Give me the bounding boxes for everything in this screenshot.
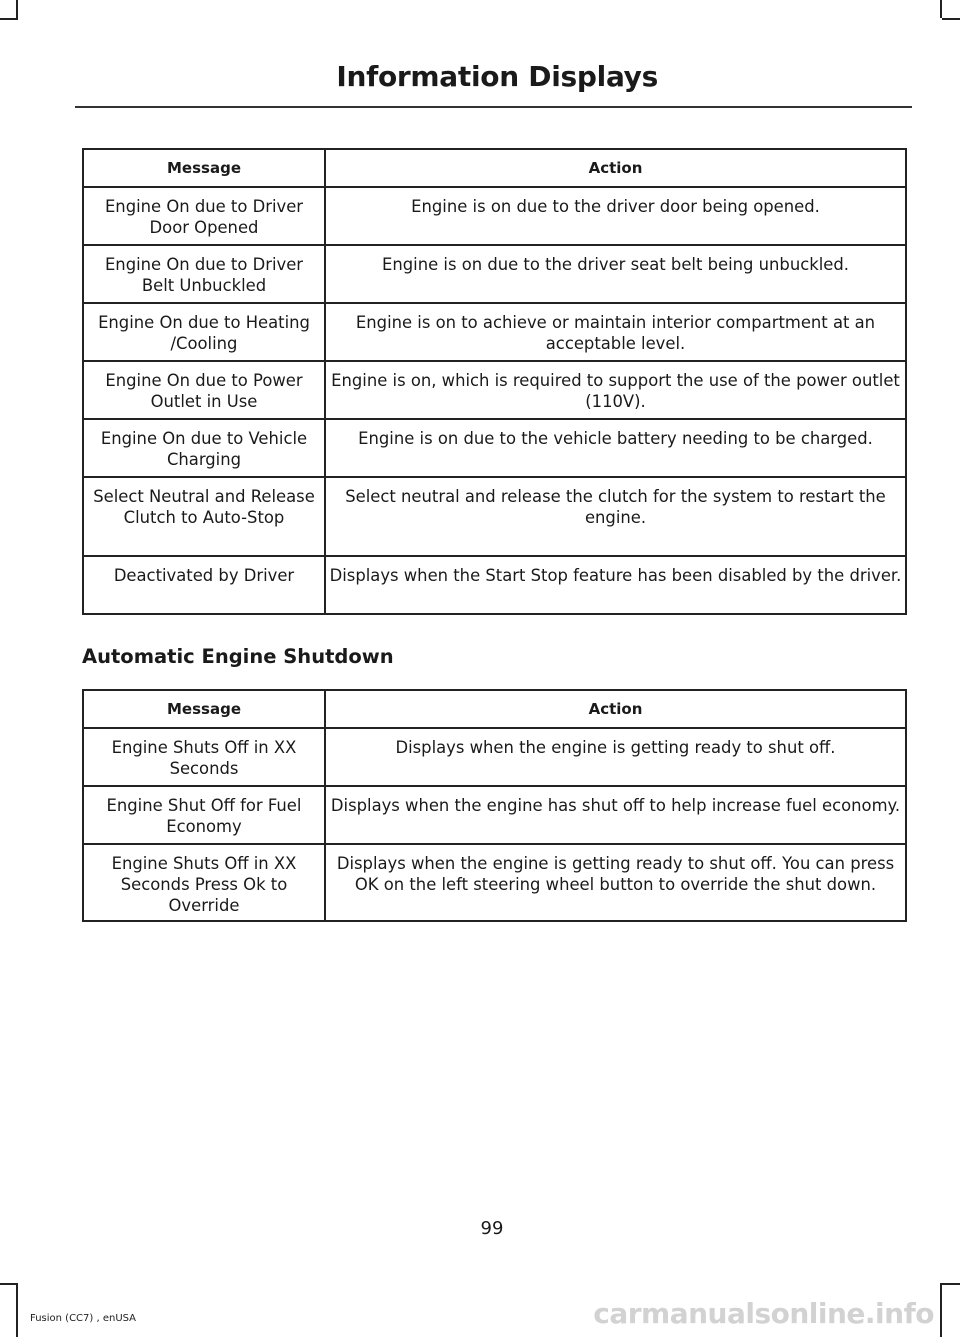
message-cell: Engine Shuts Off in XX Seconds Press Ok to Override: [83, 844, 325, 921]
action-cell: Displays when the engine is getting ready to shut off.: [325, 728, 906, 786]
crop-mark: [940, 0, 942, 18]
table-row: [83, 728, 906, 786]
column-header-message: Message: [83, 690, 325, 728]
table-row: [83, 245, 906, 303]
header-rule: [75, 106, 912, 108]
message-cell: Engine Shut Off for Fuel Economy: [83, 786, 325, 844]
crop-mark: [0, 1283, 18, 1285]
table-row: [83, 844, 906, 921]
table-row: [83, 477, 906, 556]
action-cell: Engine is on due to the driver seat belt being unbuckled.: [325, 245, 906, 303]
start-stop-message-table: [82, 148, 907, 615]
crop-mark: [942, 1283, 960, 1285]
message-cell: Engine Shuts Off in XX Seconds: [83, 728, 325, 786]
action-cell: Displays when the engine has shut off to help increase fuel economy.: [325, 786, 906, 844]
action-cell: Displays when the engine is getting ready to shut off. You can press OK on the left steering wheel button to override the shut down.: [325, 844, 906, 921]
action-cell: Engine is on, which is required to support the use of the power outlet (110V).: [325, 361, 906, 419]
table-row: [83, 556, 906, 614]
crop-mark: [940, 1283, 942, 1337]
message-cell: Select Neutral and Release Clutch to Auto-Stop: [83, 477, 325, 556]
engine-shutdown-message-table: [82, 689, 907, 922]
action-cell: Engine is on due to the vehicle battery needing to be charged.: [325, 419, 906, 477]
message-cell: Engine On due to Driver Belt Unbuckled: [83, 245, 325, 303]
action-cell: Engine is on due to the driver door being opened.: [325, 187, 906, 245]
action-cell: Displays when the Start Stop feature has been disabled by the driver.: [325, 556, 906, 614]
crop-mark: [0, 18, 18, 20]
crop-mark: [16, 1283, 18, 1337]
message-cell: Engine On due to Power Outlet in Use: [83, 361, 325, 419]
column-header-message: Message: [83, 149, 325, 187]
table-header-row: [83, 149, 906, 187]
crop-mark: [16, 0, 18, 18]
message-cell: Deactivated by Driver: [83, 556, 325, 614]
page-title: Information Displays: [336, 60, 658, 93]
page-number: 99: [480, 1218, 504, 1239]
watermark: carmanualsonline.info: [593, 1297, 934, 1330]
table-header-row: [83, 690, 906, 728]
column-header-action: Action: [325, 690, 906, 728]
action-cell: Engine is on to achieve or maintain interior compartment at an acceptable level.: [325, 303, 906, 361]
table-row: [83, 187, 906, 245]
message-cell: Engine On due to Driver Door Opened: [83, 187, 325, 245]
section-heading: Automatic Engine Shutdown: [82, 645, 394, 668]
crop-mark: [942, 18, 960, 20]
message-cell: Engine On due to Vehicle Charging: [83, 419, 325, 477]
document-id: Fusion (CC7) , enUSA: [30, 1313, 137, 1324]
table-row: [83, 419, 906, 477]
table-row: [83, 786, 906, 844]
column-header-action: Action: [325, 149, 906, 187]
table-row: [83, 303, 906, 361]
table-row: [83, 361, 906, 419]
action-cell: Select neutral and release the clutch for the system to restart the engine.: [325, 477, 906, 556]
message-cell: Engine On due to Heating /Cooling: [83, 303, 325, 361]
